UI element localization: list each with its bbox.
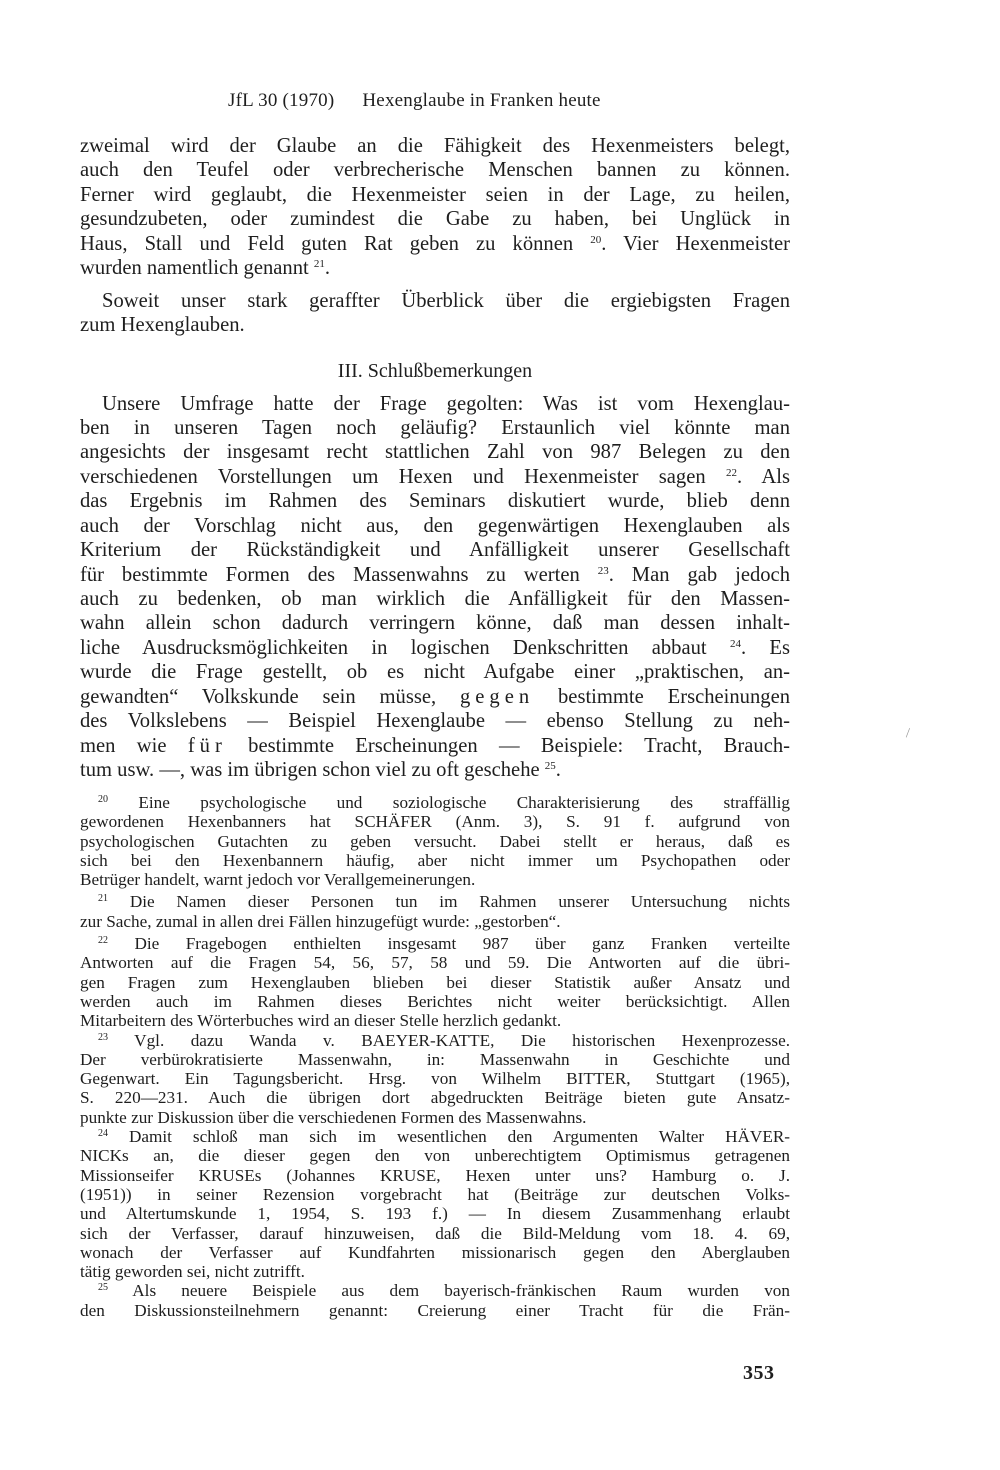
text-line: zum Hexenglauben. — [80, 314, 245, 337]
line-text: . Es — [740, 636, 790, 659]
footnote-line: Betrüger handelt, warnt jedoch vor Verallgemeinerungen. — [80, 870, 476, 890]
scan-mark: \ — [900, 726, 914, 741]
footnote-number: 24 — [98, 1128, 108, 1140]
footnote-number: 20 — [98, 794, 108, 805]
footnote-line — [80, 1281, 790, 1300]
footnote-line — [80, 1031, 790, 1050]
footnote-line: sich bei den Hexenbannern häufig, aber nicht immer um Psychopathen oder — [80, 850, 790, 870]
line-text: . Vier Hexenmeister — [601, 232, 790, 255]
footnote-line: Missionseifer KRUSEs (Johannes KRUSE, Hexen unter uns? Hamburg o. J. — [80, 1165, 790, 1185]
line-text: bestimmte Erscheinungen — Beispiele: Tracht, Brauch- — [226, 734, 790, 757]
text-line — [80, 685, 790, 709]
footnote-line: und Altertumskunde 1, 1954, S. 193 f.) — In diesem Zusammenhang erlaubt — [80, 1204, 790, 1224]
text-line — [80, 636, 790, 660]
section-heading: III. Schlußbemerkungen — [337, 359, 533, 382]
text-line: wurde die Frage gestellt, ob es nicht Aufgabe einer „praktischen, an- — [80, 661, 790, 684]
line-text: Damit schloß man sich im wesentlichen den Argumenten Walter HÄVER- — [128, 1127, 790, 1147]
emphasized-word: gegen — [460, 685, 535, 708]
footnote — [80, 1127, 790, 1281]
text-line: auch den Teufel oder verbrecherische Menschen bannen zu können. — [80, 159, 790, 182]
line-text: Die Fragebogen enthielten insgesamt 987 über ganz Franken verteilte — [134, 934, 790, 954]
line-text: . — [555, 759, 561, 782]
footnote-line: gen Fragen zum Hexenglauben blieben bei dieser Statistik außer Ansatz und — [80, 972, 790, 992]
text-line: Kriterium der Rückständigkeit und Anfälligkeit unserer Gesellschaft — [80, 539, 790, 562]
text-line — [80, 563, 790, 587]
text-line: auch zu bedenken, ob man wirklich die Anfälligkeit für den Massen- — [80, 588, 790, 610]
line-text: für bestimmte Formen des Massenwahns zu werten — [80, 563, 580, 586]
footnote-line: wonach der Verfasser auf Kundfahrten missionarisch gegen den Aberglauben — [80, 1242, 790, 1262]
footnote-line — [80, 793, 790, 812]
footnote-line: (1951)) in seiner Rezension vorgebracht hat (Beiträge zur deutschen Volks- — [80, 1184, 790, 1204]
footnote-line: S. 220—231. Auch die übrigen dort abgedruckten Beiträge bieten gute Ansatz- — [80, 1088, 790, 1108]
footnote-line: tätig geworden sei, nicht zutrifft. — [80, 1262, 305, 1282]
text-line: auch der Vorschlag nicht aus, den gegenwärtigen Hexenglauben als — [80, 514, 790, 537]
emphasized-word: für — [187, 734, 227, 757]
footnote-ref[interactable]: 25 — [544, 760, 556, 773]
text-line: ben in unseren Tagen noch geläufig? Erstaunlich viel könnte man — [80, 416, 790, 439]
paragraph — [80, 134, 790, 281]
line-text: Die Namen dieser Personen tun im Rahmen unserer Untersuchung nichts — [129, 892, 790, 912]
text-line — [80, 256, 790, 280]
footnote-line: psychologischen Gutachten zu geben versucht. Dabei stellt er heraus, daß es — [80, 831, 790, 851]
line-text: Eine psychologische und soziologische Charakterisierung des straffällig — [138, 793, 790, 812]
running-header — [228, 90, 601, 112]
text-line — [80, 758, 790, 782]
line-text: Vgl. dazu Wanda v. BAEYER-KATTE, Die historischen Hexenprozesse. — [134, 1030, 790, 1050]
footnote-line — [80, 1127, 790, 1146]
footnote-line: den Diskussionsteilnehmern genannt: Creierung einer Tracht für die Frän- — [80, 1300, 790, 1320]
text-line: Soweit unser stark geraffter Überblick über die ergiebigsten Fragen — [102, 289, 790, 312]
footnote-line: Mitarbeitern des Wörterbuches wird an dieser Stelle herzlich gedankt. — [80, 1011, 562, 1031]
text-line: wahn allein schon dadurch verringern könne, daß man dessen inhalt- — [80, 612, 790, 635]
text-line — [80, 465, 790, 489]
footnote-line: werden auch im Rahmen dieses Berichtes nicht weiter berücksichtigt. Allen — [80, 991, 790, 1011]
running-title: Hexenglaube in Franken heute — [362, 90, 601, 111]
footnote-line: Gegenwart. Ein Tagungsbericht. Hrsg. von Wilhelm BITTER, Stuttgart (1965), — [80, 1069, 790, 1089]
footnote — [80, 1031, 790, 1127]
footnote-line — [80, 934, 790, 953]
text-line: zweimal wird der Glaube an die Fähigkeit des Hexenmeisters belegt, — [80, 135, 790, 157]
line-text: . Als — [737, 465, 790, 488]
paragraph — [80, 392, 790, 783]
line-text: bestimmte Erscheinungen — [534, 685, 790, 708]
line-text: gewandten“ Volkskunde sein müsse, — [80, 685, 460, 708]
line-text: liche Ausdrucksmöglichkeiten in logischen Denkschritten abbaut — [80, 636, 707, 659]
footnote — [80, 934, 790, 1030]
text-line — [80, 734, 790, 758]
text-line: gesundzubeten, oder zumindest die Gabe zu haben, bei Unglück in — [80, 208, 790, 231]
journal-reference: JfL 30 (1970) — [228, 90, 335, 111]
line-text: verschiedenen Vorstellungen um Hexen und Hexenmeister sagen — [80, 465, 706, 488]
footnote-line: punkte zur Diskussion über die verschiedenen Formen des Massenwahns. — [80, 1107, 587, 1127]
footnote — [80, 1281, 790, 1320]
footnote-ref[interactable]: 22 — [726, 466, 738, 479]
line-text: Als neuere Beispiele aus dem bayerisch-fränkischen Raum wurden von — [132, 1281, 790, 1301]
footnote-line: sich der Verfasser, darauf hinzuweisen, daß die Bild-Meldung vom 18. 4. 69, — [80, 1223, 790, 1243]
footnote-line: Der verbürokratisierte Massenwahn, in: Massenwahn in Geschichte und — [80, 1049, 790, 1069]
paragraph — [80, 289, 790, 338]
footnote-ref[interactable]: 24 — [729, 637, 741, 650]
line-text: Haus, Stall und Feld guten Rat geben zu können — [80, 232, 574, 255]
text-line: Unsere Umfrage hatte der Frage gegolten: Was ist vom Hexenglau- — [102, 392, 790, 415]
footnote-number: 22 — [98, 935, 108, 947]
footnote-line — [80, 892, 790, 911]
text-line: des Volkslebens — Beispiel Hexenglaube — ebenso Stellung zu neh- — [80, 710, 790, 733]
footnote-line: gewordenen Hexenbanners hat SCHÄFER (Anm. 3), S. 91 f. aufgrund von — [80, 812, 790, 832]
footnote — [80, 892, 790, 931]
footnote-number: 25 — [98, 1282, 108, 1294]
footnote-ref[interactable]: 20 — [590, 233, 602, 246]
main-text — [80, 134, 790, 783]
line-text: men wie — [80, 734, 188, 757]
line-text: . — [324, 257, 331, 280]
line-text: tum usw. —, was im übrigen schon viel zu oft geschehe — [80, 759, 540, 782]
footnote-number: 21 — [98, 893, 108, 905]
text-line: Ferner wird geglaubt, die Hexenmeister seien in der Lage, zu heilen, — [80, 183, 790, 206]
footnote-line: zur Sache, zumal in allen drei Fällen hinzugefügt wurde: „gestorben“. — [80, 911, 561, 931]
line-text: wurden namentlich genannt — [80, 257, 309, 280]
footnote-line: Antworten auf die Fragen 54, 56, 57, 58 und 59. Die Antworten auf die übri- — [80, 953, 790, 973]
page-number: 353 — [743, 1362, 775, 1384]
footnote-ref[interactable]: 23 — [597, 564, 609, 577]
footnote — [80, 793, 790, 889]
text-line: angesichts der insgesamt recht stattlichen Zahl von 987 Belegen zu den — [80, 441, 790, 464]
footnote-ref[interactable]: 21 — [313, 258, 325, 271]
line-text: . Man gab jedoch — [608, 563, 790, 586]
footnotes — [80, 793, 790, 1320]
footnote-line: NICKs an, die dieser gegen den von unberechtigtem Optimismus getragenen — [80, 1146, 790, 1166]
text-line: das Ergebnis im Rahmen des Seminars diskutiert wurde, blieb denn — [80, 490, 790, 513]
footnote-number: 23 — [98, 1031, 108, 1043]
text-line — [80, 232, 790, 256]
